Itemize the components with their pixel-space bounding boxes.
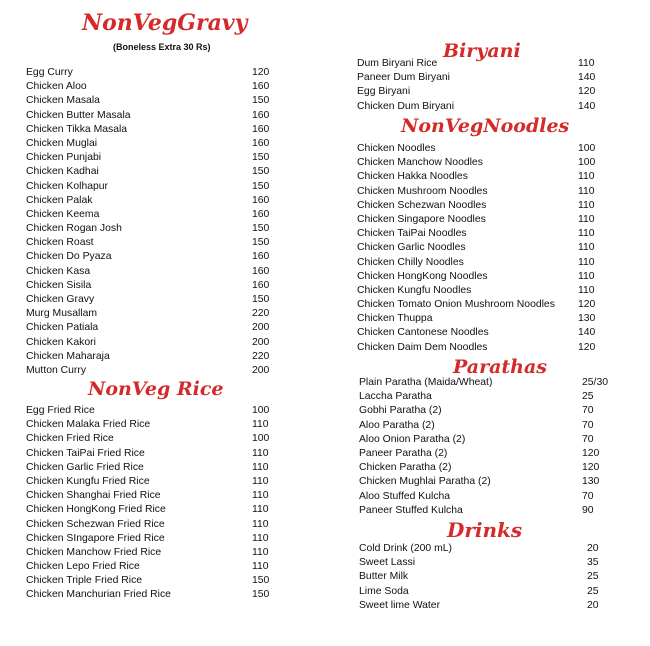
menu-item — [357, 241, 607, 255]
menu-item-name: Chicken Fried Rice — [26, 433, 114, 445]
nonveg-gravy-list — [26, 66, 276, 378]
menu-item-name: Chicken Kolhapur — [26, 180, 109, 192]
menu-item-price: 120 — [252, 67, 270, 78]
menu-item-price: 110 — [252, 546, 269, 558]
menu-item-name: Chicken Kungfu Fried Rice — [26, 475, 150, 487]
menu-item — [357, 142, 607, 156]
section-title-drinks: Drinks — [447, 518, 523, 542]
menu-item-price: 150 — [252, 589, 270, 601]
menu-item-name: Chicken Manchow Fried Rice — [26, 546, 162, 558]
menu-item — [26, 404, 276, 418]
menu-item-price: 160 — [252, 81, 270, 93]
menu-item-price: 160 — [252, 208, 270, 220]
menu-item-price: 110 — [252, 475, 269, 487]
menu-item-name: Chicken Kakori — [26, 336, 96, 348]
menu-item — [359, 419, 619, 433]
menu-item — [26, 364, 276, 378]
menu-item-name: Chicken Schezwan Fried Rice — [26, 518, 165, 530]
menu-item — [26, 66, 276, 80]
menu-item-price: 110 — [578, 270, 595, 282]
menu-item — [359, 447, 619, 461]
menu-item-name: Chicken Garlic Fried Rice — [26, 461, 144, 473]
nonveg-rice-list — [26, 404, 276, 603]
menu-item-price: 100 — [252, 433, 270, 445]
menu-item-price: 110 — [578, 171, 595, 183]
menu-item — [359, 490, 619, 504]
menu-item-name: Lime Soda — [359, 585, 409, 597]
menu-item-name: Chicken Lepo Fried Rice — [26, 561, 140, 573]
menu-item-name: Chicken Noodles — [357, 143, 436, 154]
menu-item — [359, 390, 619, 404]
menu-item — [26, 80, 276, 94]
menu-item-price: 35 — [587, 557, 599, 569]
menu-item — [26, 265, 276, 279]
menu-item — [26, 123, 276, 137]
menu-item-price: 160 — [252, 279, 270, 291]
menu-item-price: 200 — [252, 322, 270, 334]
menu-item — [26, 307, 276, 321]
menu-item-name: Egg Fried Rice — [26, 405, 95, 416]
menu-item-name: Chicken Maharaja — [26, 350, 110, 362]
menu-item-name: Chicken Thuppa — [357, 313, 433, 325]
menu-item — [357, 100, 607, 114]
menu-item — [357, 270, 607, 284]
menu-item-name: Chicken Aloo — [26, 81, 87, 93]
menu-item-price: 150 — [252, 223, 270, 235]
menu-item-name: Paneer Stuffed Kulcha — [359, 504, 463, 516]
menu-item-name: Chicken Masala — [26, 95, 100, 107]
menu-item — [26, 532, 276, 546]
menu-item-price: 25 — [582, 391, 594, 403]
menu-item-name: Chicken Cantonese Noodles — [357, 327, 489, 339]
menu-item-name: Chicken Shanghai Fried Rice — [26, 490, 161, 502]
section-title-parathas: Parathas — [453, 356, 548, 378]
menu-item-price: 140 — [578, 327, 596, 339]
menu-item-name: Chicken Schezwan Noodles — [357, 199, 487, 211]
menu-item-price: 150 — [252, 95, 270, 107]
menu-item-name: Laccha Paratha — [359, 391, 432, 403]
menu-item-name: Chicken Dum Biryani — [357, 100, 455, 112]
menu-item-name: Chicken Manchow Noodles — [357, 157, 483, 169]
menu-item — [26, 546, 276, 560]
menu-item — [26, 250, 276, 264]
menu-item-price: 110 — [578, 256, 595, 268]
menu-item-name: Aloo Stuffed Kulcha — [359, 490, 451, 502]
menu-item — [26, 236, 276, 250]
menu-item-name: Chicken Kadhai — [26, 166, 99, 178]
menu-item-price: 160 — [252, 194, 270, 206]
menu-item — [26, 489, 276, 503]
menu-item-price: 150 — [252, 166, 270, 178]
menu-item-price: 160 — [252, 123, 270, 135]
menu-item — [359, 504, 619, 518]
menu-item-price: 100 — [578, 157, 596, 169]
nonveg-noodles-list — [357, 142, 607, 355]
menu-item-name: Dum Biryani Rice — [357, 58, 438, 69]
menu-item — [357, 341, 607, 355]
menu-item-price: 110 — [252, 518, 269, 530]
menu-item — [26, 109, 276, 123]
menu-item — [359, 404, 619, 418]
menu-item-name: Chicken Rogan Josh — [26, 223, 122, 235]
menu-item-price: 90 — [582, 504, 594, 516]
menu-item-name: Egg Curry — [26, 67, 73, 78]
menu-item-name: Chicken Butter Masala — [26, 109, 131, 121]
menu-item-price: 110 — [578, 213, 595, 225]
menu-item-price: 110 — [578, 228, 595, 240]
menu-item-name: Plain Paratha (Maida/Wheat) — [359, 377, 493, 388]
menu-item-price: 110 — [252, 447, 269, 459]
menu-item-price: 160 — [252, 109, 270, 121]
menu-item — [357, 213, 607, 227]
menu-item-name: Chicken HongKong Noodles — [357, 270, 488, 282]
menu-item — [359, 376, 619, 390]
menu-item-name: Paneer Dum Biryani — [357, 72, 450, 84]
menu-item — [359, 599, 619, 613]
menu-item-name: Chicken Muglai — [26, 137, 98, 149]
menu-item-price: 150 — [252, 237, 270, 249]
section-title-nonveg-rice: NonVeg Rice — [88, 378, 224, 400]
menu-item-price: 100 — [252, 405, 270, 416]
biryani-list — [357, 57, 607, 114]
menu-item-price: 120 — [582, 462, 600, 474]
menu-item-name: Sweet lime Water — [359, 599, 441, 611]
menu-item-price: 150 — [252, 180, 270, 192]
menu-item-name: Chicken Do Pyaza — [26, 251, 112, 263]
menu-item-name: Chicken SIngapore Fried Rice — [26, 532, 165, 544]
menu-item — [26, 180, 276, 194]
menu-item-name: Chicken Tomato Onion Mushroom Noodles — [357, 299, 555, 311]
menu-item-name: Chicken Paratha (2) — [359, 462, 452, 474]
menu-item-name: Murg Musallam — [26, 308, 98, 320]
boneless-note: (Boneless Extra 30 Rs) — [113, 42, 211, 52]
menu-item — [357, 85, 607, 99]
menu-item-name: Chicken Kasa — [26, 265, 91, 277]
menu-item-price: 70 — [582, 490, 594, 502]
menu-item-price: 110 — [252, 490, 269, 502]
menu-item-price: 200 — [252, 336, 270, 348]
menu-item-price: 120 — [582, 447, 600, 459]
menu-item — [357, 185, 607, 199]
menu-item-name: Cold Drink (200 mL) — [359, 543, 452, 554]
menu-item-price: 110 — [252, 461, 269, 473]
menu-item-price: 110 — [252, 532, 269, 544]
menu-item — [26, 574, 276, 588]
menu-item-price: 150 — [252, 294, 270, 305]
menu-item-name: Chicken Sisila — [26, 279, 92, 291]
menu-item-name: Chicken HongKong Fried Rice — [26, 504, 166, 516]
menu-item — [26, 475, 276, 489]
menu-item-price: 110 — [578, 284, 595, 296]
menu-item-price: 110 — [252, 561, 269, 573]
menu-item-name: Chicken Mughlai Paratha (2) — [359, 476, 491, 488]
menu-item-name: Chicken Keema — [26, 208, 100, 220]
menu-item — [26, 293, 276, 307]
menu-item-name: Chicken Garlic Noodles — [357, 242, 466, 254]
menu-item — [26, 194, 276, 208]
menu-item-name: Chicken Daim Dem Noodles — [357, 341, 488, 353]
menu-item-price: 140 — [578, 100, 596, 112]
menu-item-name: Chicken Palak — [26, 194, 93, 206]
menu-item-price: 150 — [252, 575, 270, 587]
menu-item — [26, 503, 276, 517]
menu-item-price: 100 — [578, 143, 596, 154]
menu-item-price: 220 — [252, 308, 270, 320]
menu-item — [357, 170, 607, 184]
menu-item-name: Mutton Curry — [26, 364, 87, 376]
menu-item-price: 160 — [252, 137, 270, 149]
menu-item — [359, 542, 619, 556]
menu-item-name: Chicken Kungfu Noodles — [357, 284, 472, 296]
menu-item-name: Aloo Onion Paratha (2) — [359, 433, 466, 445]
menu-item — [26, 518, 276, 532]
menu-item-name: Chicken Patiala — [26, 322, 99, 334]
menu-item — [26, 588, 276, 602]
menu-item-name: Chicken Tikka Masala — [26, 123, 128, 135]
menu-item-name: Chicken Chilly Noodles — [357, 256, 464, 268]
menu-item-name: Chicken Manchurian Fried Rice — [26, 589, 171, 601]
menu-item-price: 160 — [252, 265, 270, 277]
menu-item-price: 150 — [252, 152, 270, 164]
menu-item-price: 25 — [587, 571, 599, 583]
menu-item — [359, 461, 619, 475]
menu-item — [359, 570, 619, 584]
menu-item — [357, 326, 607, 340]
menu-item — [26, 151, 276, 165]
menu-item-price: 200 — [252, 364, 270, 376]
menu-item — [359, 585, 619, 599]
menu-item-price: 120 — [578, 86, 596, 98]
menu-item-price: 110 — [578, 199, 595, 211]
menu-item-name: Chicken Triple Fried Rice — [26, 575, 143, 587]
section-title-biryani: Biryani — [443, 40, 521, 62]
menu-item-name: Chicken Roast — [26, 237, 94, 249]
menu-item-price: 20 — [587, 599, 599, 611]
menu-item-name: Chicken TaiPai Fried Rice — [26, 447, 145, 459]
menu-item-name: Egg Biryani — [357, 86, 411, 98]
menu-item — [359, 433, 619, 447]
menu-item-price: 130 — [578, 313, 596, 325]
menu-item — [26, 208, 276, 222]
menu-item — [359, 556, 619, 570]
menu-item-name: Chicken Malaka Fried Rice — [26, 419, 151, 431]
menu-item — [26, 137, 276, 151]
menu-item-price: 25/30 — [582, 377, 609, 388]
menu-item — [26, 222, 276, 236]
menu-item — [26, 321, 276, 335]
menu-item — [26, 447, 276, 461]
menu-item — [359, 475, 619, 489]
menu-item — [26, 560, 276, 574]
menu-item — [26, 461, 276, 475]
menu-item — [26, 336, 276, 350]
menu-item — [357, 256, 607, 270]
menu-item-price: 110 — [578, 58, 595, 69]
menu-item — [357, 298, 607, 312]
menu-item — [26, 350, 276, 364]
parathas-list — [359, 376, 619, 518]
menu-item — [357, 284, 607, 298]
menu-item-price: 130 — [582, 476, 600, 488]
menu-item — [357, 71, 607, 85]
menu-item-name: Chicken Hakka Noodles — [357, 171, 468, 183]
menu-item-price: 20 — [587, 543, 599, 554]
menu-item-name: Chicken Gravy — [26, 294, 95, 305]
menu-item-name: Paneer Paratha (2) — [359, 447, 448, 459]
menu-item-price: 70 — [582, 433, 594, 445]
menu-item — [357, 312, 607, 326]
menu-item-name: Aloo Paratha (2) — [359, 419, 435, 431]
section-title-nonveg-gravy: NonVegGravy — [82, 10, 248, 36]
menu-item-price: 110 — [578, 185, 595, 197]
menu-item-price: 110 — [252, 504, 269, 516]
section-title-nonveg-noodles: NonVegNoodles — [401, 115, 570, 137]
menu-item-name: Sweet Lassi — [359, 557, 416, 569]
menu-item — [26, 418, 276, 432]
menu-item-price: 120 — [578, 299, 596, 311]
menu-item-price: 110 — [578, 242, 595, 254]
menu-item-price: 220 — [252, 350, 270, 362]
menu-item-price: 25 — [587, 585, 599, 597]
menu-item — [26, 432, 276, 446]
drinks-list — [359, 542, 619, 613]
menu-item-name: Butter Milk — [359, 571, 409, 583]
menu-item-name: Chicken Punjabi — [26, 152, 102, 164]
menu-item-price: 120 — [578, 341, 596, 353]
menu-item — [357, 227, 607, 241]
menu-item-price: 140 — [578, 72, 596, 84]
menu-item-name: Chicken Mushroom Noodles — [357, 185, 488, 197]
menu-item — [26, 279, 276, 293]
menu-item-price: 70 — [582, 405, 594, 417]
menu-item-name: Chicken TaiPai Noodles — [357, 228, 467, 240]
menu-item — [357, 199, 607, 213]
menu-item-price: 110 — [252, 419, 269, 431]
menu-item — [357, 156, 607, 170]
menu-item-name: Gobhi Paratha (2) — [359, 405, 442, 417]
menu-item — [357, 57, 607, 71]
menu-item-price: 70 — [582, 419, 594, 431]
menu-item-name: Chicken Singapore Noodles — [357, 213, 486, 225]
menu-item — [26, 94, 276, 108]
menu-item-price: 160 — [252, 251, 270, 263]
menu-item — [26, 165, 276, 179]
